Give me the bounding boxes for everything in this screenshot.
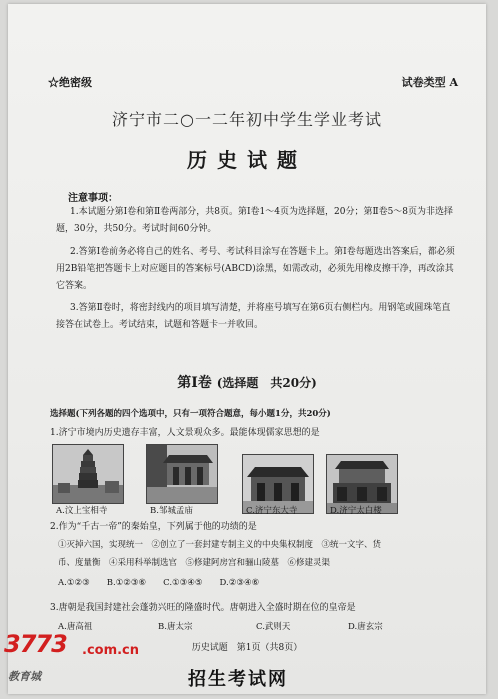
exam-paper — [8, 4, 486, 694]
q3-option-c: C.武则天 — [256, 622, 291, 632]
notice-item-2: 2.答第Ⅰ卷前务必将自己的姓名、考号、考试科目涂写在答题卡上。第Ⅰ卷每题选出答案后，都必须用2B铅笔把答题卡上对应题目的答案标号(ABCD)涂黑，如需改动，必须先用橡皮擦干净，再改涂其它答案。 — [56, 247, 455, 291]
section-subtitle: (选择题 共20分) — [216, 376, 317, 390]
q1-option-a: A.汶上宝相寺 — [56, 506, 108, 516]
watermark-logo: 3773 — [4, 630, 67, 658]
section-label: 第Ⅰ卷 — [177, 375, 212, 391]
watermark-left-text: 教育城 — [8, 670, 41, 683]
choice-instructions: 选择题(下列各题的四个选项中，只有一项符合题意，每小题1分，共20分) — [50, 409, 331, 419]
q3-option-b: B.唐太宗 — [158, 622, 193, 632]
page-footer: 历史试题 第1页（共8页） — [191, 643, 303, 653]
question-3-stem: 3.唐朝是我国封建社会蓬勃兴旺的隆盛时代。唐朝进入全盛时期在位的皇帝是 — [50, 603, 356, 613]
q1-option-c: C.济宁东大寺 — [246, 506, 298, 516]
paper-type: 试卷类型 A — [401, 76, 458, 89]
question-2-options: A.①②③ B.①②③⑥ C.①③④⑤ D.②③④⑥ — [58, 578, 260, 588]
q3-option-a: A.唐高祖 — [58, 622, 93, 632]
question-2-line-2: 币、度量衡 ④采用科举制选官 ⑤修建阿房宫和骊山陵墓 ⑥修建灵渠 — [58, 558, 331, 568]
subject-title: 历史试题 — [187, 148, 307, 172]
notice-heading: 注意事项： — [68, 193, 118, 204]
pagoda-photo — [52, 444, 124, 504]
watermark-domain: .com.cn — [82, 643, 140, 658]
q3-option-d: D.唐玄宗 — [348, 622, 383, 632]
q1-option-d: D.济宁太白楼 — [330, 506, 382, 516]
mencius-temple-photo — [146, 444, 218, 504]
section-title — [8, 372, 486, 392]
secret-level: ☆绝密级 — [48, 76, 92, 89]
notice-item-1: 1.本试题分第Ⅰ卷和第Ⅱ卷两部分，共8页。第Ⅰ卷1～4页为选择题，20分；第Ⅱ卷5～8页为非选择题，30分，共50分。考试时间60分钟。 — [56, 207, 454, 234]
question-2-line-1: ①灭掉六国，实现统一 ②创立了一套封建专制主义的中央集权制度 ③统一文字、货 — [58, 540, 382, 550]
watermark-site-name: 招生考试网 — [188, 669, 288, 690]
notice-item-3: 3.答第Ⅱ卷时，将密封线内的项目填写清楚，并将座号填写在第6页右侧栏内。用钢笔或圆珠笔直接答在试卷上。考试结束，试题和答题卡一并收回。 — [56, 303, 451, 330]
exam-title: 济宁市二○一二年初中学生学业考试 — [112, 110, 382, 129]
question-1-stem: 1.济宁市境内历史遗存丰富，人文景观众多。最能体现儒家思想的是 — [50, 428, 320, 438]
question-2-stem: 2.作为“千古一帝”的秦始皇，下列属于他的功绩的是 — [50, 522, 257, 532]
q1-option-b: B.邹城孟庙 — [150, 506, 193, 516]
